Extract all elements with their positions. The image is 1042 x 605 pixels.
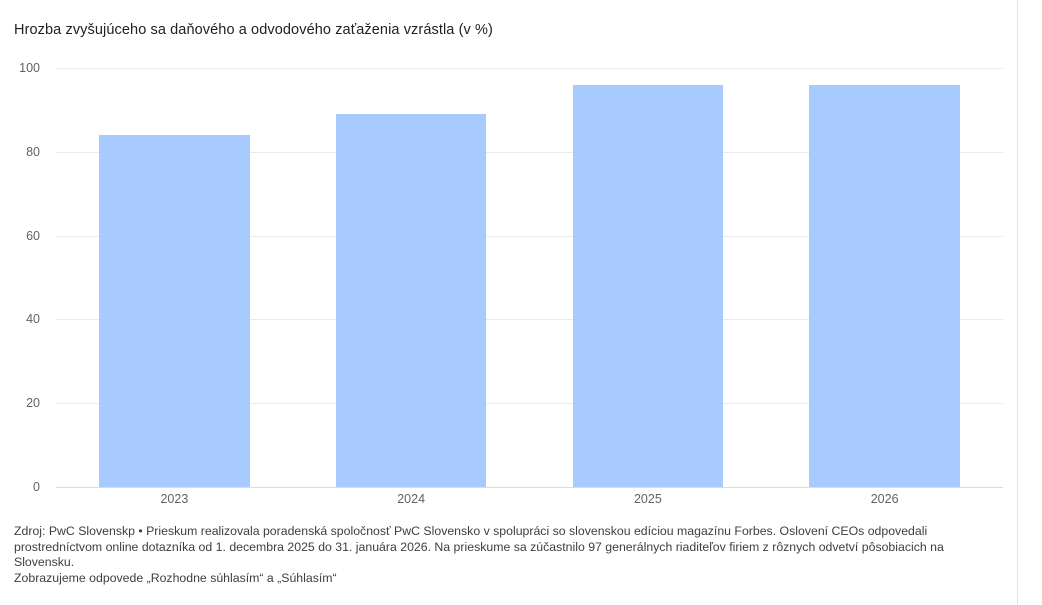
y-tick-label: 100 bbox=[19, 61, 40, 75]
bar[interactable] bbox=[336, 114, 486, 487]
x-tick-label: 2024 bbox=[397, 492, 426, 506]
bar-slot bbox=[809, 68, 959, 487]
y-tick-label: 20 bbox=[26, 396, 40, 411]
chart-footnote bbox=[14, 524, 1004, 586]
bar[interactable] bbox=[99, 135, 249, 487]
x-tick-label: 2026 bbox=[870, 492, 899, 506]
y-tick-label: 0 bbox=[33, 480, 40, 494]
y-tick-label: 80 bbox=[26, 144, 40, 159]
bar-slot bbox=[99, 68, 249, 487]
footnote-line-1: Zdroj: PwC Slovenskp • Prieskum realizovala poradenská spoločnosť PwC Slovensko v spolupráci so slovenskou edíciou magazínu Forbes. Oslovení CEOs odpovedali prostredníctvom online dotazníka od 1. decembra 2025 do 31. januára 2026. Na prieskume sa zúčastnilo 97 generálnych riaditeľov firiem z rôznych odvetví pôsobiacich na Slovensku. bbox=[14, 524, 944, 569]
right-rail bbox=[1018, 0, 1042, 605]
chart-title: Hrozba zvyšujúceho sa daňového a odvodového zaťaženia vzrástla (v %) bbox=[14, 22, 493, 38]
footnote-line-2: Zobrazujeme odpovede „Rozhodne súhlasím“ a „Súhlasím“ bbox=[14, 570, 337, 585]
y-tick-label: 40 bbox=[26, 312, 40, 327]
y-axis-labels bbox=[0, 61, 48, 494]
y-tick-label: 60 bbox=[26, 228, 40, 243]
bar-series bbox=[56, 68, 1003, 487]
bar-slot bbox=[573, 68, 723, 487]
x-axis-labels bbox=[56, 492, 1003, 512]
x-tick-label: 2025 bbox=[633, 492, 662, 506]
bar[interactable] bbox=[573, 85, 723, 487]
bar-slot bbox=[336, 68, 486, 487]
bar[interactable] bbox=[809, 85, 959, 487]
x-tick-label: 2023 bbox=[160, 492, 189, 506]
gridline bbox=[56, 487, 1003, 488]
